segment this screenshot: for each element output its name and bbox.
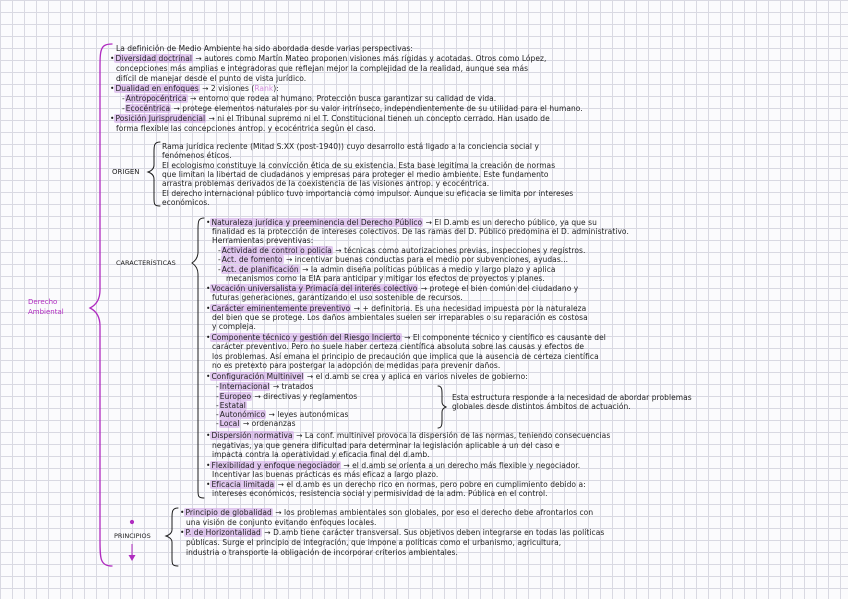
caract-line: Herramientas preventivas: <box>212 236 314 245</box>
origen-label: ORIGEN <box>112 168 140 176</box>
principios-label: PRINCIPIOS <box>114 532 151 540</box>
caracteristicas-bracket <box>192 218 204 498</box>
intro-line: difícil de manejar desde el punto de vista jurídico. <box>116 74 307 83</box>
caract-line: los problemas. Así emana el principio de precaución que implica que la ausencia de certeza científica <box>212 352 599 361</box>
intro-line: -Ecocéntrica → protege elementos naturales por su valor intrínseco, independientemente de su utilidad para el humano. <box>122 104 583 113</box>
intro-line: La definición de Medio Ambiente ha sido abordada desde varias perspectivas: <box>116 44 413 53</box>
caract-line: mecanismos como la EIA para anticipar y mitigar los efectos de proyectos y planes. <box>226 274 545 283</box>
term-posicion-jurisprudencial: Posición Jurisprudencial <box>115 114 206 123</box>
term-antropocentrica: Antropocéntrica <box>125 94 187 103</box>
caract-line: -Actividad de control o policía → técnicas como autorizaciones previas, inspecciones y registros. <box>218 246 586 255</box>
caract-line: futuras generaciones, garantizando el uso sostenible de recursos. <box>212 293 463 302</box>
origen-line: fenómenos éticos. <box>162 151 232 160</box>
intro-line: •Dualidad en enfoques → 2 visiones (Rank): <box>110 84 279 93</box>
caract-line: •Flexibilidad y enfoque negociador → el d.amb se orienta a un derecho más flexible y negociador. <box>206 461 581 470</box>
caract-line: -Estatal <box>216 401 246 410</box>
caract-line: •Componente técnico y gestión del Riesgo Incierto → El componente técnico y científico es causante del <box>206 333 606 342</box>
multinivel-note: Esta estructura responde a la necesidad de abordar problemas <box>452 393 692 402</box>
caract-line: -Europeo → directivas y reglamentos <box>216 392 358 401</box>
caract-line: intereses económicos, resistencia social y permisividad de la adm. Pública en el control. <box>212 489 548 498</box>
root-label-line1: Derecho <box>28 298 58 306</box>
root-bracket <box>90 44 112 566</box>
caract-line: negativas, ya que genera dificultad para determinar la legislación aplicable a un del caso e <box>212 441 560 450</box>
caract-line: •Carácter eminentemente preventivo → + definitoria. Es una necesidad impuesta por la naturaleza <box>206 304 587 313</box>
principios-line: una visión de conjunto evitando enfoques locales. <box>186 518 377 527</box>
caract-line: •Naturaleza jurídica y preeminencia del Derecho Público → El D.amb es un derecho público, ya que su <box>206 218 597 227</box>
caract-line: •Eficacia limitada → el d.amb es un derecho rico en normas, pero pobre en cumplimiento debido a: <box>206 480 586 489</box>
caract-line: Incentivar las buenas prácticas es más eficaz a largo plazo. <box>212 470 439 479</box>
term-dualidad-enfoques: Dualidad en enfoques <box>115 84 199 93</box>
principios-line: industria o transporte la obligación de incorporar criterios ambientales. <box>186 548 458 557</box>
caract-line: -Internacional → tratados <box>216 382 314 391</box>
caract-line: y compleja. <box>212 322 256 331</box>
caract-line: •Dispersión normativa → La conf. multinivel provoca la dispersión de las normas, teniendo consecuencias <box>206 431 611 440</box>
caract-line: -Autonómico → leyes autonómicas <box>216 410 349 419</box>
origen-line: El ecologismo constituye la convicción ética de su existencia. Esta base legitima la creación de normas <box>162 161 556 170</box>
origen-line: Rama jurídica reciente (Mitad S.XX (post-1940)) cuyo desarrollo está ligado a la conciencia social y <box>162 142 539 151</box>
caract-line: del bien que se protege. Los daños ambientales suelen ser irreparables o su reparación es costosa <box>212 313 588 322</box>
term-ecocentrica: Ecocéntrica <box>125 104 171 113</box>
origen-line: que limitan la libertad de ciudadanos y empresas para proteger el medio ambiente. Este fundamento <box>162 170 549 179</box>
origen-bracket <box>148 142 160 206</box>
root-label-line2: Ambiental <box>28 308 64 316</box>
intro-line: forma flexible las concepciones antrop. y ecocéntrica según el caso. <box>116 124 376 133</box>
arrow-down-icon <box>129 555 136 561</box>
principios-line: •Principio de globalidad → los problemas ambientales son globales, por eso el derecho debe afrontarlos con <box>180 508 594 517</box>
caract-line: -Act. de planificación → la admin diseña políticas públicas a medio y largo plazo y aplica <box>218 265 556 274</box>
caract-line: -Local → ordenanzas <box>216 419 296 428</box>
intro-line: •Posición Jurisprudencial → ni el Tribunal supremo ni el T. Constitucional tienen un concepto cerrado. Han usado de <box>110 114 550 123</box>
rank-tag: Rank <box>254 84 274 93</box>
caract-line: •Configuración Multinivel → el d.amb se crea y aplica en varios niveles de gobierno: <box>206 372 528 381</box>
caract-line: -Act. de fomento → incentivar buenas conductas para el medio por subvenciones, ayudas... <box>218 255 569 264</box>
origen-line: El derecho internacional público tuvo importancia como impulsor. Aunque su eficacia se limita por intereses <box>162 189 574 198</box>
caract-line: impacta contra la operatividad y eficacia final del d.amb. <box>212 450 430 459</box>
principios-dot-icon <box>130 520 133 523</box>
caract-line: •Vocación universalista y Primacía del interés colectivo → protege el bien común del ciudadano y <box>206 284 579 293</box>
principios-line: •P. de Horizontalidad → D.amb tiene carácter transversal. Sus objetivos deben integrarse en todas las políticas <box>180 528 605 537</box>
principios-bracket <box>166 508 178 566</box>
caract-line: carácter preventivo. Pero no suele haber certeza científica absoluta sobre las causas y efectos de <box>212 342 585 351</box>
multinivel-bracket <box>438 386 446 428</box>
caracteristicas-label: CARACTERÍSTICAS <box>116 259 176 267</box>
origen-line: económicos. <box>162 198 210 207</box>
caract-line: no es pretexto para postergar la adopción de medidas para prevenir daños. <box>212 361 501 370</box>
caract-line: finalidad es la protección de intereses colectivos. De las ramas del D. Público predomina el D. administrativo. <box>212 227 629 236</box>
origen-line: arrastra problemas derivados de la coexistencia de las visiones antrop. y ecocéntrica. <box>162 179 490 188</box>
intro-line: •Diversidad doctrinal → autores como Martín Mateo proponen visiones más rígidas y acotadas. Otros como López, <box>110 54 547 63</box>
term-diversidad-doctrinal: Diversidad doctrinal <box>115 54 192 63</box>
multinivel-note: globales desde distintos ámbitos de actuación. <box>452 402 631 411</box>
principios-line: públicas. Surge el principio de integración, que impone a políticas como el urbanismo, agricultura, <box>186 538 562 547</box>
intro-line: concepciones más amplias e integradoras que reflejan mejor la complejidad de la realidad, aunque sea más <box>116 64 529 73</box>
intro-line: -Antropocéntrica → entorno que rodea al humano. Protección busca garantizar su calidad de vida. <box>122 94 497 103</box>
